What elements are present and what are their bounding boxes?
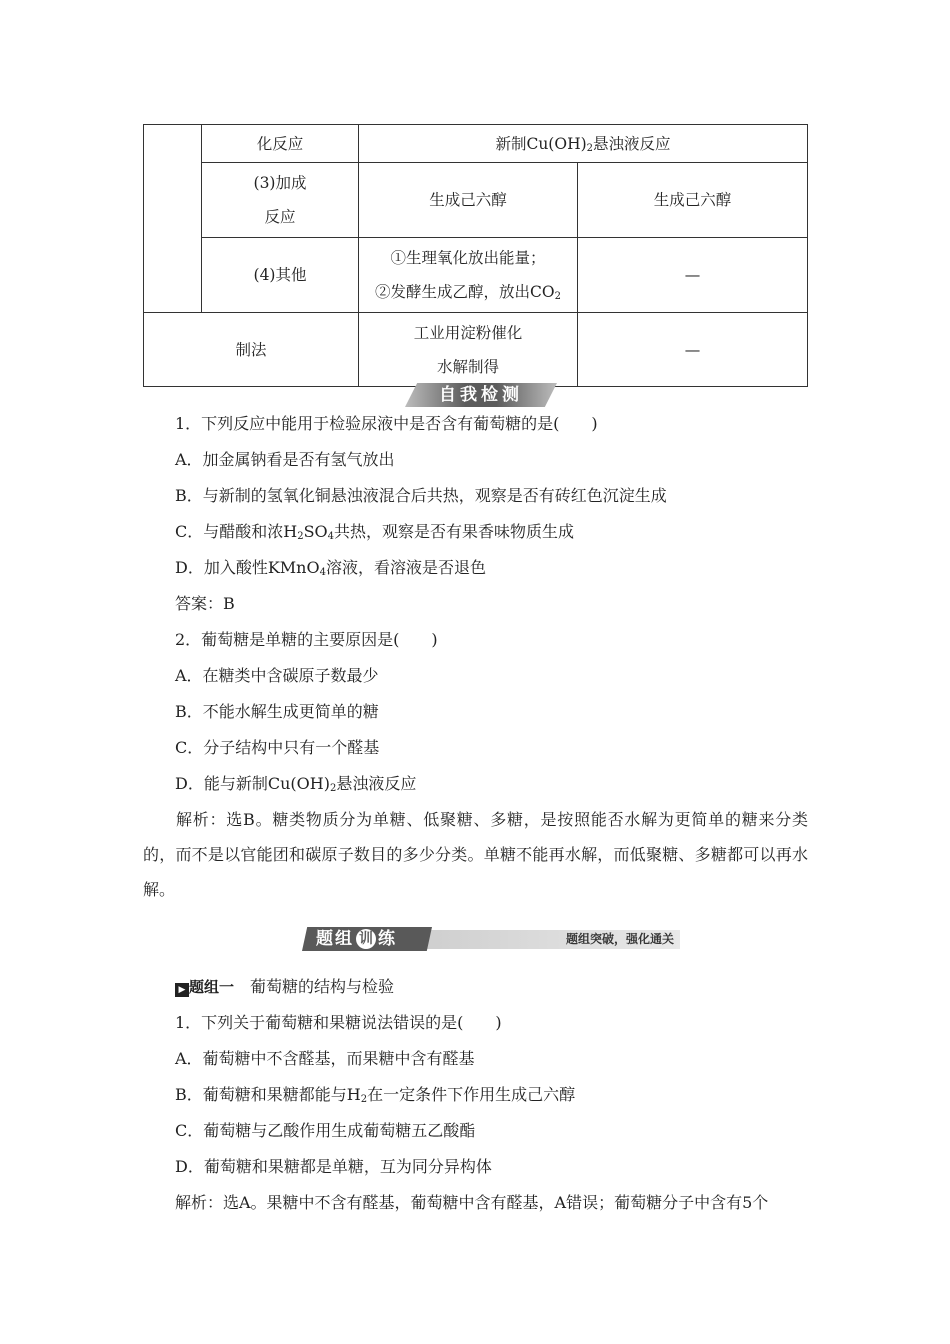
table-cell: — xyxy=(578,313,808,387)
option-b: B．葡萄糖和果糖都能与$H_2$在一定条件下作用生成己六醇 xyxy=(175,1085,576,1105)
table-cell: 化反应 xyxy=(202,125,359,163)
table-cell: 工业用淀粉催化 水解制得 xyxy=(359,313,578,387)
option-c: C．葡萄糖与乙酸作用生成葡萄糖五乙酸酯 xyxy=(175,1121,476,1140)
question-stem: 1．下列反应中能用于检验尿液中是否含有葡萄糖的是( ) xyxy=(175,414,598,433)
option-d: D．葡萄糖和果糖都是单糖，互为同分异构体 xyxy=(175,1157,492,1176)
properties-table xyxy=(143,124,808,387)
option-a: A．加金属钠看是否有氢气放出 xyxy=(175,450,395,469)
table-cell: 生成己六醇 xyxy=(359,163,578,238)
option-b: B．不能水解生成更简单的糖 xyxy=(175,702,379,721)
table-merged-cell xyxy=(144,125,202,313)
analysis-paragraph: 解析：选A。果糖中不含有醛基，葡萄糖中含有醛基，A错误；葡萄糖分子中含有5个 xyxy=(175,1193,769,1212)
answer: 答案：B xyxy=(175,594,235,613)
option-a: A．葡萄糖中不含醛基，而果糖中含有醛基 xyxy=(175,1049,475,1068)
practice-title: 题组 训 练 xyxy=(316,929,397,949)
analysis-paragraph: 解析：选B。糖类物质分为单糖、低聚糖、多糖，是按照能否水解为更简单的糖来分类的，而不是以官能团和碳原子数目的多少分类。单糖不能再水解，而低聚糖、多糖都可以再水解。 xyxy=(143,810,808,899)
self-check-title: 自我检测 xyxy=(439,385,523,405)
option-c: C．分子结构中只有一个醛基 xyxy=(175,738,380,757)
self-check-banner xyxy=(405,383,557,409)
group-heading: ▶ 题组一 葡萄糖的结构与检验 xyxy=(175,975,394,999)
option-a: A．在糖类中含碳原子数最少 xyxy=(175,666,379,685)
table-cell: 新制$Cu(OH)_2$悬浊液反应 xyxy=(359,125,808,163)
table-cell: (3)加成 反应 xyxy=(202,163,359,238)
option-d: D．加入酸性KMnO$_4$溶液，看溶液是否退色 xyxy=(175,558,486,578)
table-cell: 生成己六醇 xyxy=(578,163,808,238)
table-cell: ①生理氧化放出能量； ②发酵生成乙醇，放出$CO_2$ xyxy=(359,238,578,313)
table-cell: — xyxy=(578,238,808,313)
practice-subtitle: 题组突破，强化通关 xyxy=(565,932,674,946)
question-stem: 2．葡萄糖是单糖的主要原因是( ) xyxy=(175,630,438,649)
option-b: B．与新制的氢氧化铜悬浊液混合后共热，观察是否有砖红色沉淀生成 xyxy=(175,486,667,505)
practice-banner xyxy=(302,927,680,953)
table-cell: (4)其他 xyxy=(202,238,359,313)
triangle-marker-icon: ▶ xyxy=(175,983,189,997)
table-cell: 制法 xyxy=(144,313,359,387)
option-d: D．能与新制$Cu(OH)_2$悬浊液反应 xyxy=(175,774,417,794)
question-stem: 1．下列关于葡萄糖和果糖说法错误的是( ) xyxy=(175,1013,502,1032)
option-c: C．与醋酸和浓$H_2SO_4$共热，观察是否有果香味物质生成 xyxy=(175,522,575,542)
